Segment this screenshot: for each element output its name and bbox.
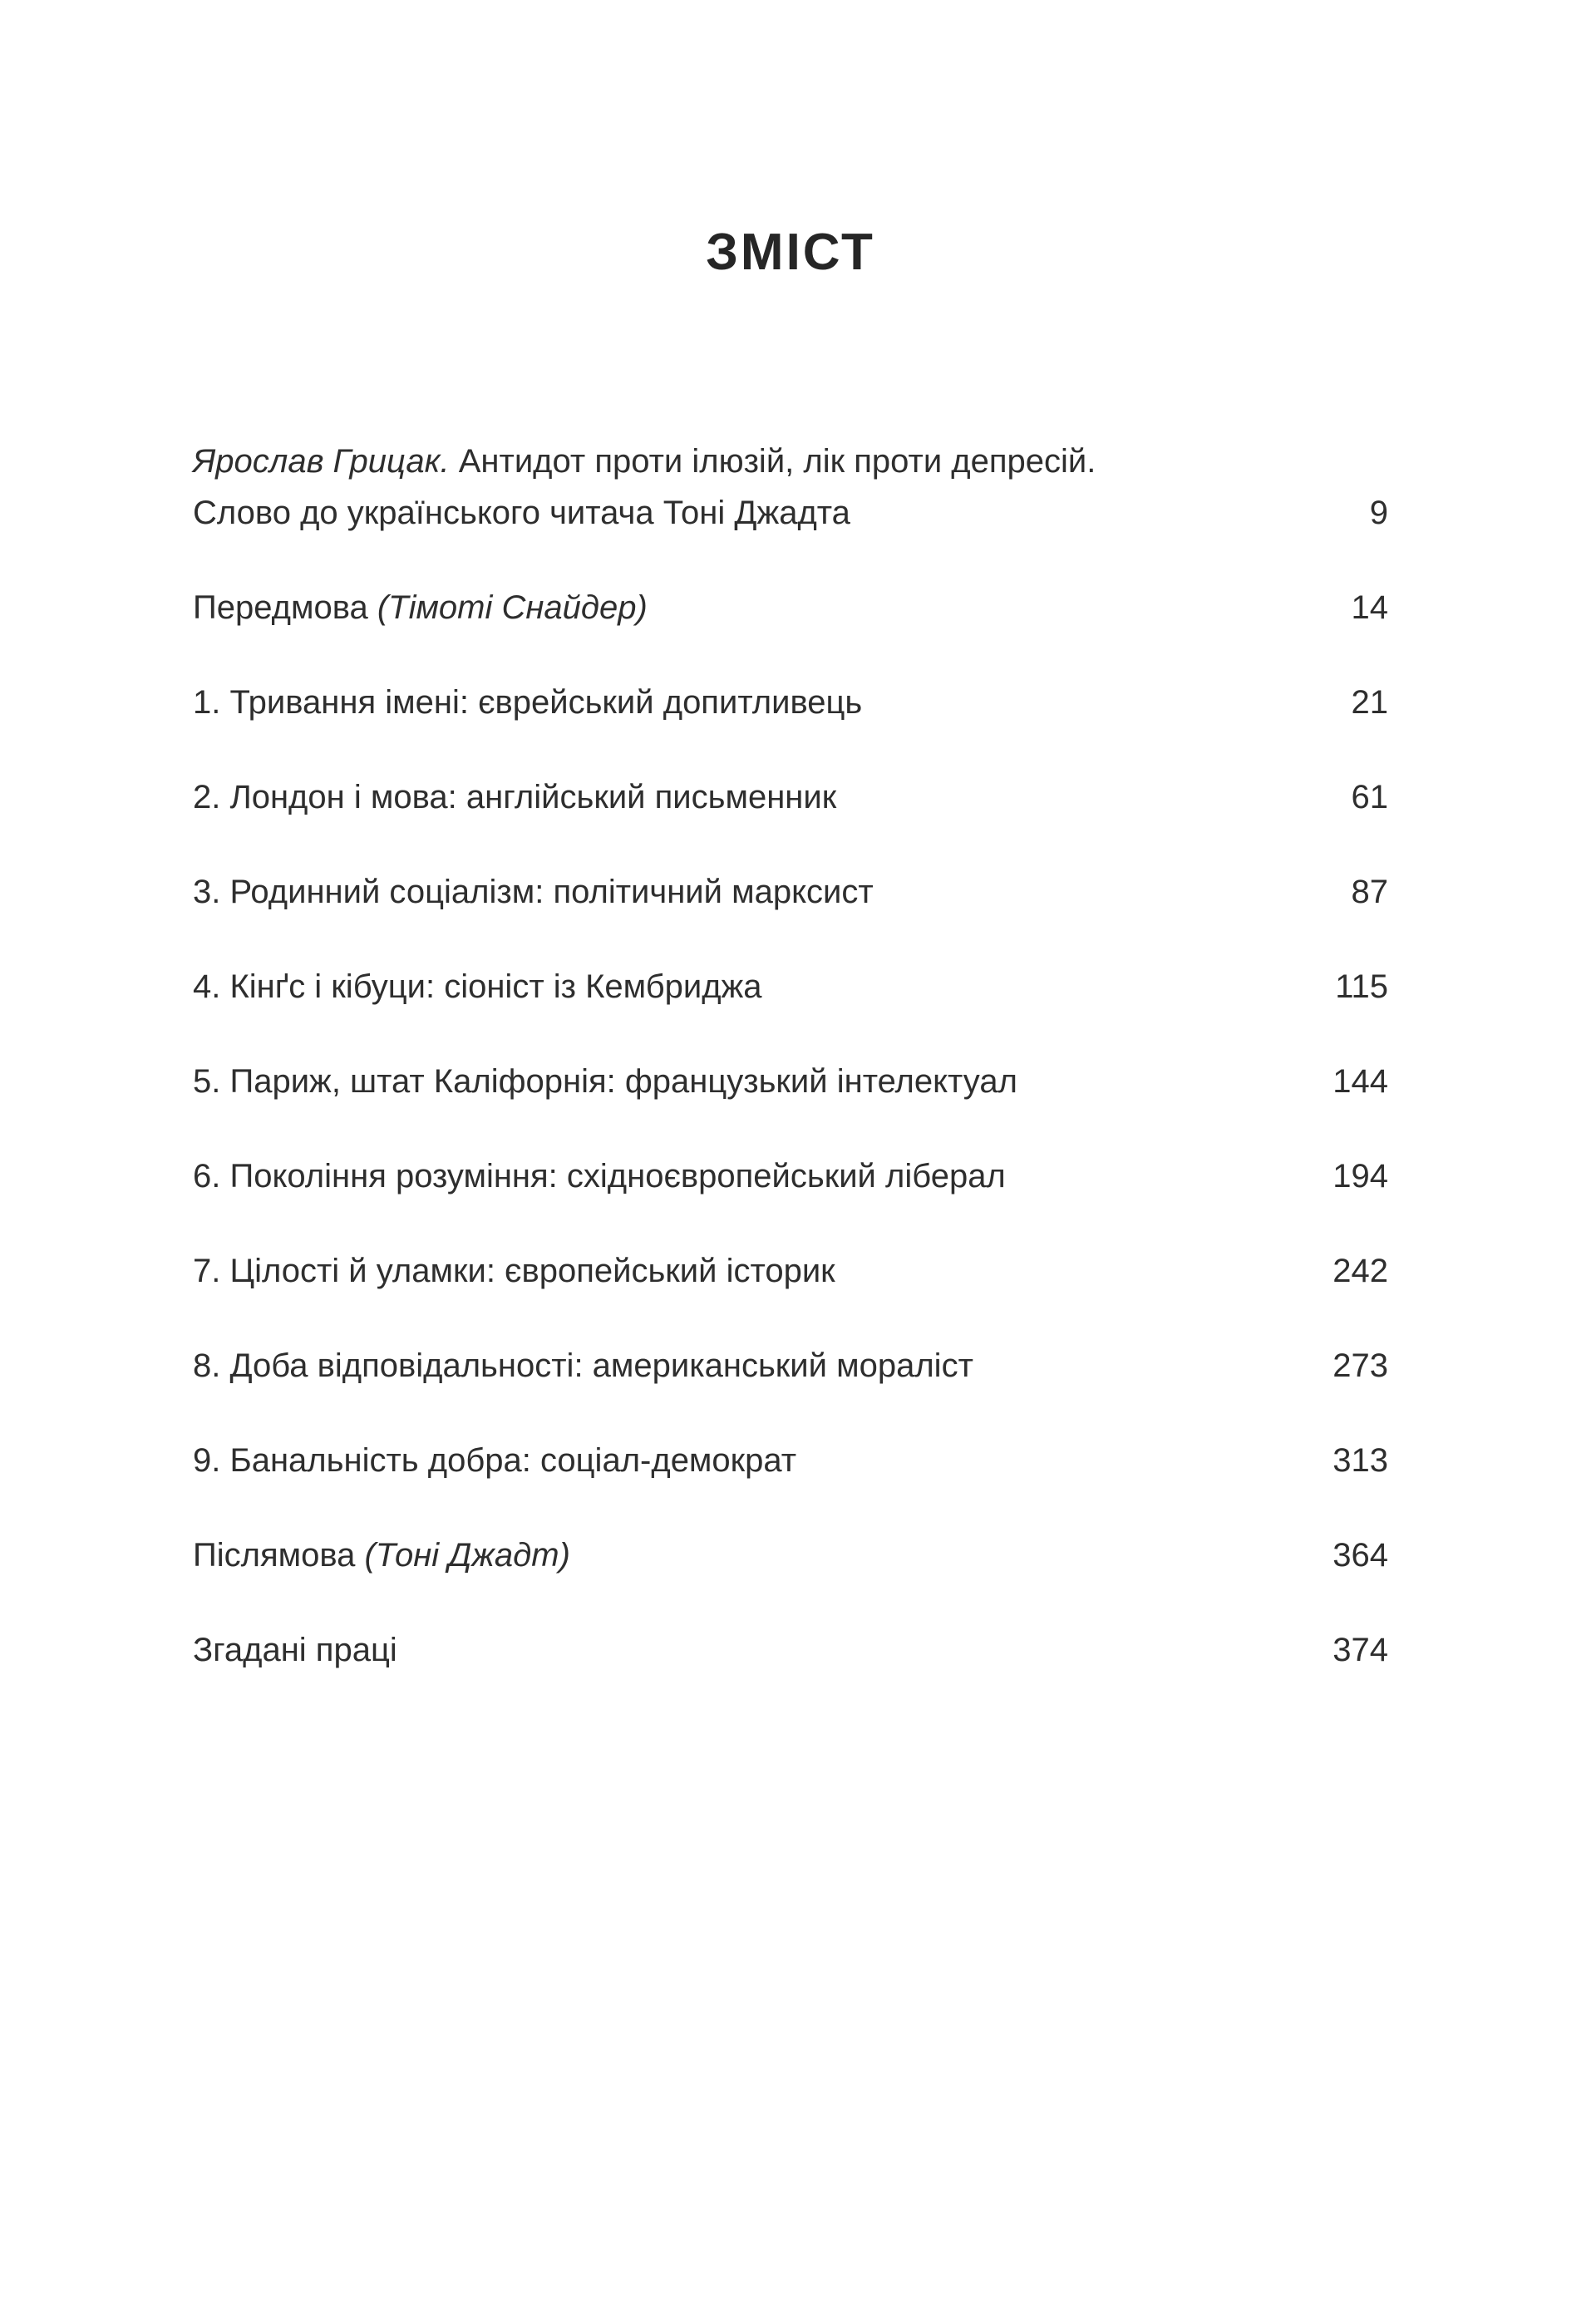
toc-entry-text bbox=[193, 1056, 1017, 1107]
toc-entry-text bbox=[193, 771, 836, 823]
toc-entry-page: 364 bbox=[1332, 1537, 1388, 1574]
toc-entry bbox=[193, 1340, 1388, 1392]
toc-entry-page: 273 bbox=[1332, 1347, 1388, 1384]
page-title: ЗМІСТ bbox=[706, 224, 875, 281]
toc-entry-page: 61 bbox=[1351, 779, 1388, 815]
toc-entry bbox=[193, 677, 1388, 728]
toc-entry-page: 14 bbox=[1351, 589, 1388, 626]
toc-entry bbox=[193, 1245, 1388, 1297]
toc-entry-label: 3. Родинний соціалізм: політичний марксист bbox=[193, 874, 874, 910]
toc-entry bbox=[193, 1150, 1388, 1202]
toc-entry-label: 2. Лондон і мова: англійський письменник bbox=[193, 779, 837, 815]
toc-entry-text bbox=[193, 1245, 835, 1297]
toc-entry bbox=[193, 1435, 1388, 1486]
toc-entry-label: Антидот проти ілюзій, лік проти депресій. bbox=[449, 443, 1096, 480]
toc-entry-label: 9. Банальність добра: соціал-демократ bbox=[193, 1442, 797, 1479]
toc-entry bbox=[193, 582, 1388, 633]
toc-entry-text bbox=[193, 436, 1096, 539]
toc-entry-page: 9 bbox=[1369, 495, 1388, 531]
toc-entry-page: 87 bbox=[1351, 874, 1388, 910]
toc-entry-label: 5. Париж, штат Каліфорнія: французький інтелектуал bbox=[193, 1063, 1017, 1100]
toc-entry-label: 7. Цілості й уламки: європейський історик bbox=[193, 1253, 835, 1289]
toc-entry-afterword bbox=[193, 1529, 1388, 1581]
toc-entry-author-italic: Ярослав Грицак. bbox=[193, 443, 450, 480]
toc-entry-references bbox=[193, 1624, 1388, 1676]
toc-entry bbox=[193, 866, 1388, 918]
toc-entry-page: 374 bbox=[1332, 1632, 1388, 1668]
toc-entry-text bbox=[193, 1529, 570, 1581]
toc-entry-text bbox=[193, 1435, 796, 1486]
toc-entry-text bbox=[193, 866, 874, 918]
toc-entry-label-line2: Слово до українського читача Тоні Джадта bbox=[193, 495, 850, 531]
toc-entry-label: Передмова bbox=[193, 589, 377, 626]
toc-entry-foreword-ukr bbox=[193, 436, 1388, 539]
toc-entry-page: 313 bbox=[1332, 1442, 1388, 1479]
toc-entry-label: 1. Тривання імені: єврейський допитливець bbox=[193, 684, 863, 721]
toc-entry-text bbox=[193, 1150, 1006, 1202]
toc-entry-text bbox=[193, 582, 648, 633]
toc-entry-label: Післямова bbox=[193, 1537, 365, 1574]
toc-entry-label-italic: (Тімоті Снайдер) bbox=[377, 589, 648, 626]
toc-entry-page: 144 bbox=[1332, 1063, 1388, 1100]
toc-entry-text bbox=[193, 961, 762, 1012]
toc-entry-page: 21 bbox=[1351, 684, 1388, 721]
toc-entry bbox=[193, 771, 1388, 823]
toc-entry-text bbox=[193, 1624, 397, 1676]
toc-entry bbox=[193, 1056, 1388, 1107]
toc-entry bbox=[193, 961, 1388, 1012]
toc-entry-label: 4. Кінґс і кібуци: сіоніст із Кембриджа bbox=[193, 968, 762, 1005]
toc-entry-page: 242 bbox=[1332, 1253, 1388, 1289]
toc-entry-label-italic: (Тоні Джадт) bbox=[364, 1537, 570, 1574]
toc-entry-label: 8. Доба відповідальності: американський мораліст bbox=[193, 1347, 973, 1384]
toc-list bbox=[193, 436, 1388, 1676]
toc-entry-text bbox=[193, 1340, 973, 1392]
toc-entry-text bbox=[193, 677, 862, 728]
toc-entry-page: 115 bbox=[1335, 968, 1388, 1005]
toc-entry-page: 194 bbox=[1332, 1158, 1388, 1194]
toc-entry-label: Згадані праці bbox=[193, 1632, 397, 1668]
toc-entry-label: 6. Покоління розуміння: східноєвропейський ліберал bbox=[193, 1158, 1006, 1194]
